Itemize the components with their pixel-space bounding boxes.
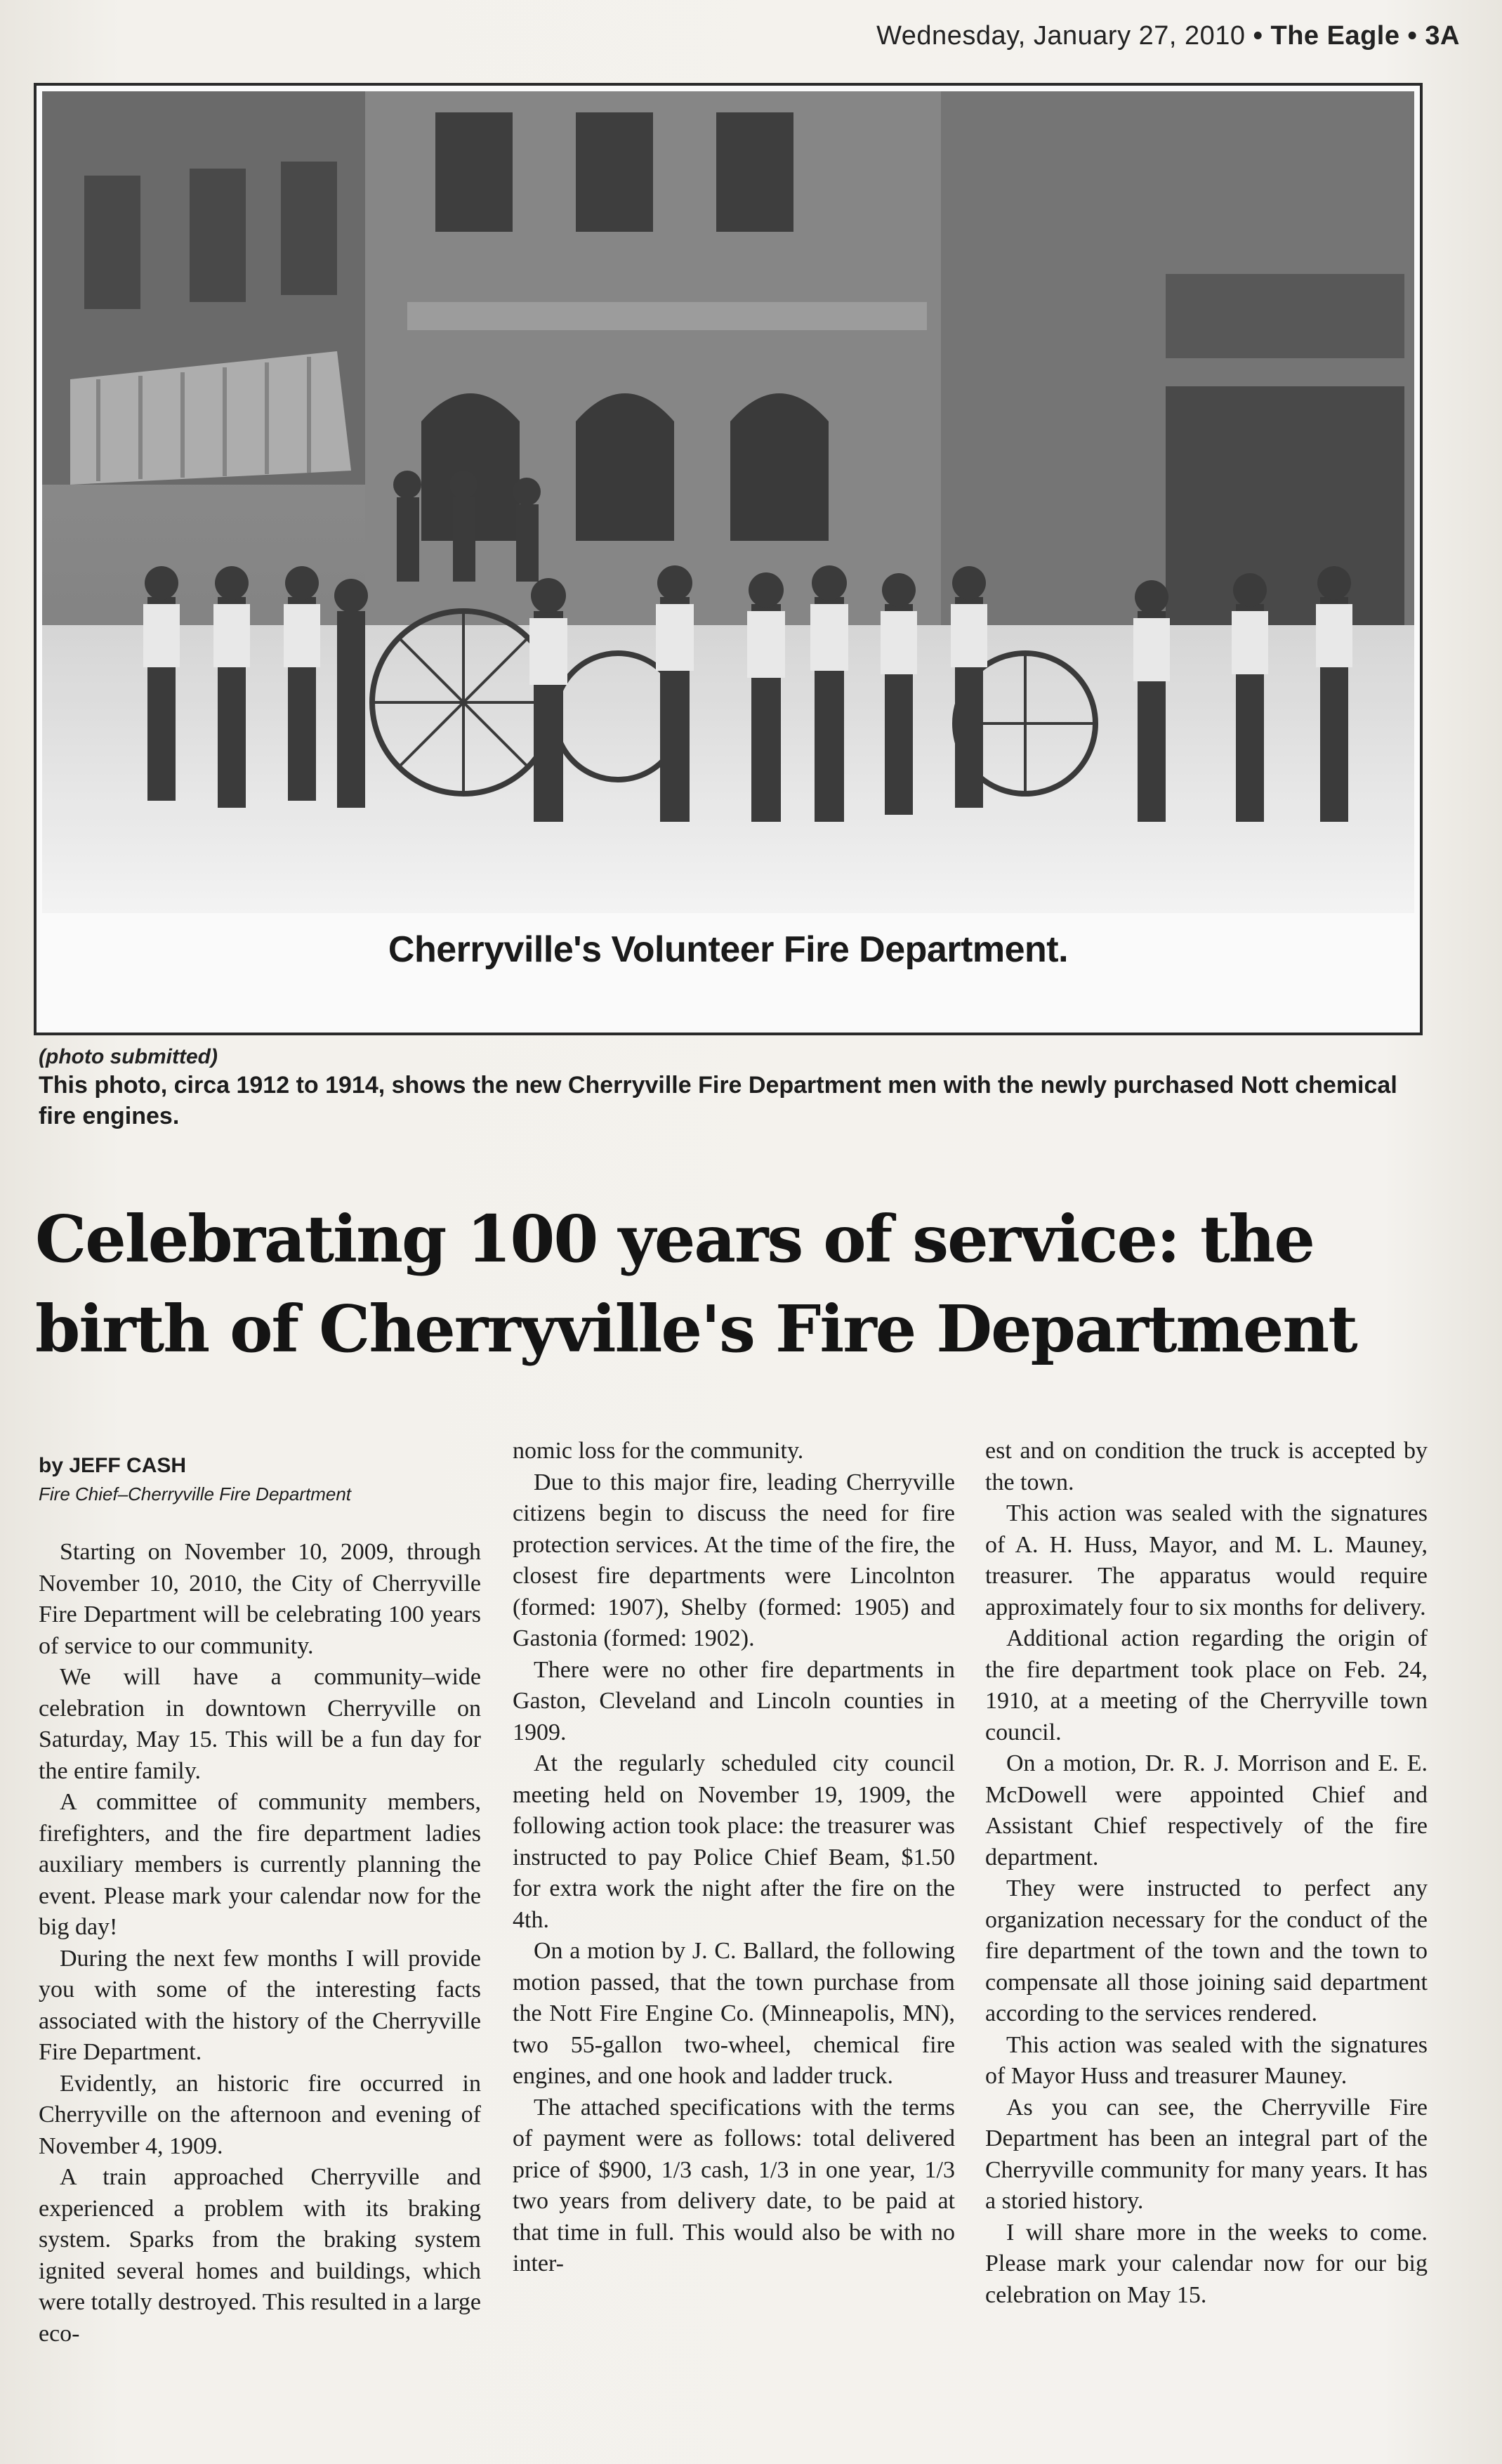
paragraph: At the regularly scheduled city council meeting held on November 19, 1909, the following action took place: the treasurer was instructed to pay Police Chief Beam, $1.50 for extra work the night after the fire on the 4th. — [513, 1750, 955, 1933]
paragraph: Evidently, an historic fire occurred in Cherryville on the afternoon and evening of November 4, 1909. — [39, 2070, 481, 2159]
folio-date: Wednesday, January 27, 2010 — [876, 21, 1246, 51]
paragraph-continuation: nomic loss for the community. — [513, 1438, 804, 1464]
page-folio: Wednesday, January 27, 2010 • The Eagle • 3A — [876, 21, 1460, 51]
paragraph: I will share more in the weeks to come. Please mark your calendar now for our big celebration on May 15. — [985, 2219, 1428, 2308]
paragraph: A train approached Cherryville and experienced a problem with its braking system. Sparks from the braking system ignited several homes and buildings, which were totally destroyed. This resulted in a large eco- — [39, 2164, 481, 2347]
article-headline — [35, 1194, 1468, 1374]
paragraph: They were instructed to perfect any organization necessary for the conduct of the fire department of the town and the town to compensate all those joining said department according to the services rendered. — [985, 1875, 1428, 2026]
photo-credit: (photo submitted) — [39, 1045, 218, 1068]
paragraph: On a motion by J. C. Ballard, the following motion passed, that the town purchase from the Nott Fire Engine Co. (Minneapolis, MN), two 55-gallon two-wheel, chemical fire engines, and one hook and ladder truck. — [513, 1938, 955, 2089]
paragraph: As you can see, the Cherryville Fire Department has been an integral part of the Cherryville community for many years. It has a storied history. — [985, 2094, 1428, 2214]
headline-line-2: birth of Cherryville's Fire Department — [35, 1291, 1357, 1367]
paragraph-continuation: est and on condition the truck is accepted by the town. — [985, 1438, 1428, 1495]
paragraph: On a motion, Dr. R. J. Morrison and E. E. McDowell were appointed Chief and Assistant Chief respectively of the fire department. — [985, 1750, 1428, 1870]
article-column-2 — [513, 1436, 955, 2280]
paragraph: Additional action regarding the origin of the fire department took place on Feb. 24, 1910, at a meeting of the Cherryville town council. — [985, 1625, 1428, 1745]
article-column-1 — [39, 1537, 481, 2350]
paragraph: Starting on November 10, 2009, through November 10, 2010, the City of Cherryville Fire Department will be celebrating 100 years of service to our community. — [39, 1539, 481, 1659]
paragraph: Due to this major fire, leading Cherryville citizens begin to discuss the need for fire protection services. At the time of the fire, the closest fire departments were Lincolnton (formed: 1907), Shelby (formed: 1905) and Gastonia (formed: 1902). — [513, 1469, 955, 1651]
headline-line-1: Celebrating 100 years of service: the — [35, 1201, 1314, 1277]
byline: by JEFF CASH — [39, 1454, 187, 1477]
paragraph: The attached specifications with the terms of payment were as follows: total delivered price of $900, 1/3 cash, 1/3 in one year, 1/3 two years from delivery date, to be paid at that time in full. This would also be with no inter- — [513, 2094, 955, 2276]
paragraph: This action was sealed with the signatures of Mayor Huss and treasurer Mauney. — [985, 2031, 1428, 2089]
historic-fire-department-photo — [42, 91, 1414, 913]
article-column-3 — [985, 1436, 1428, 2311]
folio-paper-name: The Eagle — [1270, 21, 1400, 51]
paragraph: There were no other fire departments in Gaston, Cleveland and Lincoln counties in 1909. — [513, 1656, 955, 1745]
photo-inset-caption: Cherryville's Volunteer Fire Department. — [388, 929, 1069, 970]
paragraph: We will have a community–wide celebration in downtown Cherryville on Saturday, May 15. This will be a fun day for the entire family. — [39, 1664, 481, 1784]
folio-page-number: 3A — [1425, 21, 1460, 51]
paragraph: During the next few months I will provide you with some of the interesting facts associated with the history of the Cherryville Fire Department. — [39, 1945, 481, 2065]
photo-illustration — [42, 91, 1414, 913]
paragraph: This action was sealed with the signatures of A. H. Huss, Mayor, and M. L. Mauney, treasurer. The apparatus would require approximately four to six months for delivery. — [985, 1500, 1428, 1620]
photo-frame — [34, 83, 1423, 1035]
paragraph: A committee of community members, firefighters, and the fire department ladies auxiliary members is currently planning the event. Please mark your calendar now for the big day! — [39, 1789, 481, 1940]
photo-cutline: This photo, circa 1912 to 1914, shows the new Cherryville Fire Department men with the newly purchased Nott chemical fire engines. — [39, 1072, 1397, 1129]
author-title: Fire Chief–Cherryville Fire Department — [39, 1483, 352, 1505]
